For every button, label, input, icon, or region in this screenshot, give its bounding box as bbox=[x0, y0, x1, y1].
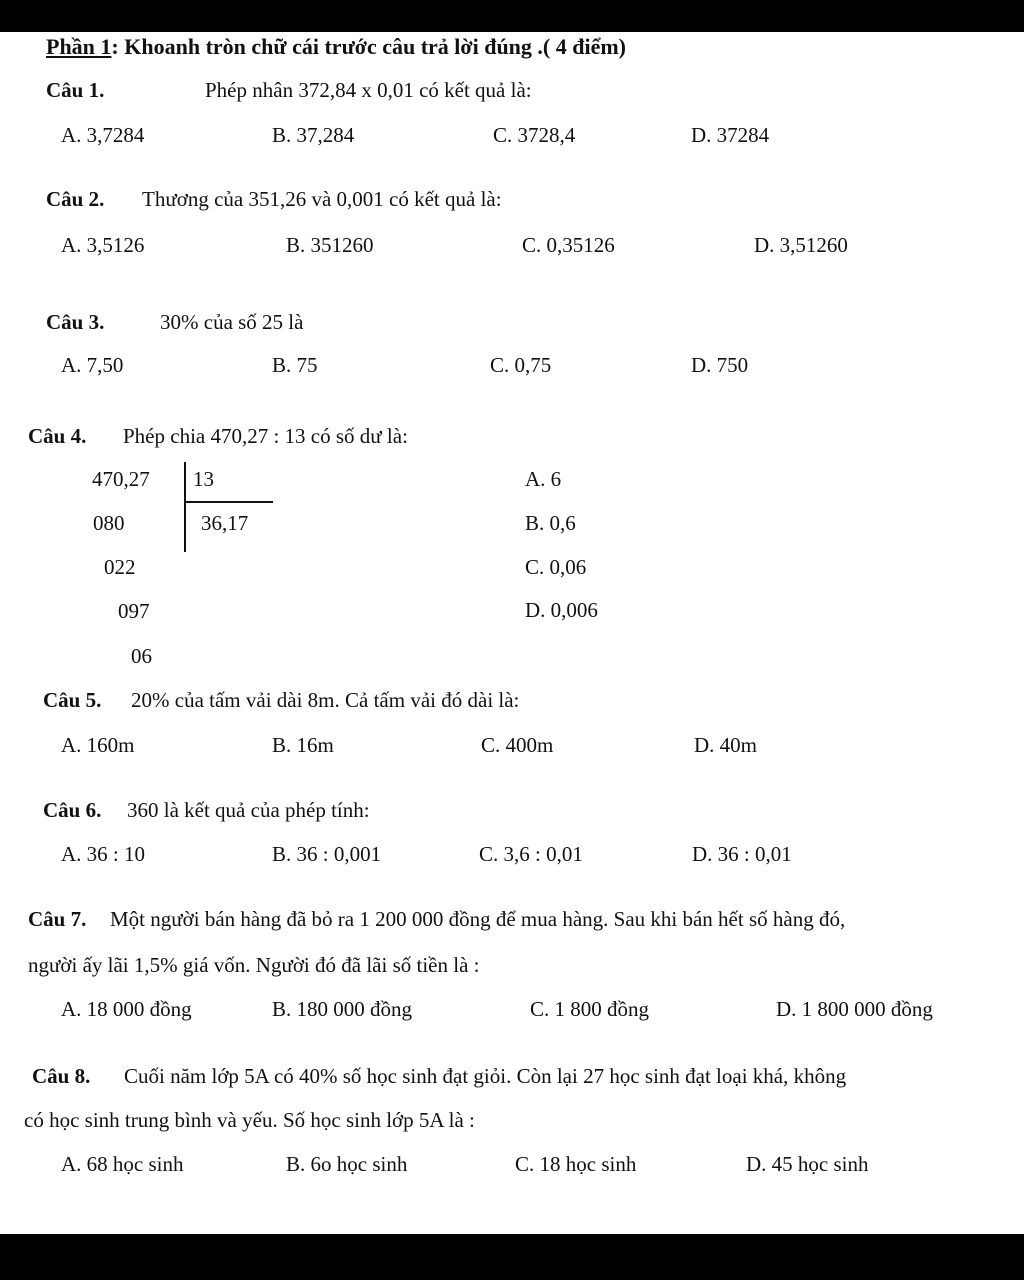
q5-option-d: D. 40m bbox=[694, 733, 757, 757]
q5-option-c: C. 400m bbox=[481, 733, 554, 757]
q6-label: Câu 6. bbox=[43, 798, 102, 822]
q7-label: Câu 7. bbox=[28, 907, 87, 931]
q8-option-d: D. 45 học sinh bbox=[746, 1152, 869, 1176]
bottom-black-border bbox=[0, 1234, 1024, 1280]
q6-text: 360 là kết quả của phép tính: bbox=[127, 798, 370, 822]
q5-text: 20% của tấm vải dài 8m. Cả tấm vải đó dài là: bbox=[131, 688, 520, 712]
q7-option-d: D. 1 800 000 đồng bbox=[776, 997, 933, 1021]
q4-option-d: D. 0,006 bbox=[525, 598, 598, 622]
q6-option-b: B. 36 : 0,001 bbox=[272, 842, 382, 866]
q8-option-a: A. 68 học sinh bbox=[61, 1152, 184, 1176]
part-label: Phần 1 bbox=[46, 34, 112, 59]
q3-option-c: C. 0,75 bbox=[490, 353, 552, 377]
division-quotient: 36,17 bbox=[201, 511, 249, 535]
division-step: 080 bbox=[93, 511, 125, 535]
q2-option-c: C. 0,35126 bbox=[522, 233, 615, 257]
q8-text-line1: Cuối năm lớp 5A có 40% số học sinh đạt giỏi. Còn lại 27 học sinh đạt loại khá, không bbox=[124, 1064, 847, 1088]
q4-option-b: B. 0,6 bbox=[525, 511, 576, 535]
q1-option-d: D. 37284 bbox=[691, 123, 770, 147]
q7-option-b: B. 180 000 đồng bbox=[272, 997, 413, 1021]
q8-option-b: B. 6o học sinh bbox=[286, 1152, 408, 1176]
division-dividend: 470,27 bbox=[92, 467, 150, 491]
q3-option-a: A. 7,50 bbox=[61, 353, 124, 377]
q6-option-d: D. 36 : 0,01 bbox=[692, 842, 792, 866]
q2-text: Thương của 351,26 và 0,001 có kết quả là: bbox=[142, 187, 502, 211]
q7-option-c: C. 1 800 đồng bbox=[530, 997, 650, 1021]
q6-option-c: C. 3,6 : 0,01 bbox=[479, 842, 583, 866]
q4-label: Câu 4. bbox=[28, 424, 87, 448]
division-vertical-line bbox=[184, 462, 186, 552]
q2-option-d: D. 3,51260 bbox=[754, 233, 848, 257]
q8-label: Câu 8. bbox=[32, 1064, 91, 1088]
q3-option-d: D. 750 bbox=[691, 353, 749, 377]
q8-text-line2: có học sinh trung bình và yếu. Số học sinh lớp 5A là : bbox=[24, 1108, 475, 1132]
q1-option-b: B. 37,284 bbox=[272, 123, 355, 147]
q7-option-a: A. 18 000 đồng bbox=[61, 997, 192, 1021]
division-divisor: 13 bbox=[193, 467, 214, 491]
q3-option-b: B. 75 bbox=[272, 353, 318, 377]
division-remainder: 06 bbox=[131, 644, 152, 668]
part-instruction: : Khoanh tròn chữ cái trước câu trả lời đúng .( 4 điểm) bbox=[111, 34, 627, 59]
part-heading bbox=[46, 34, 626, 60]
q5-option-b: B. 16m bbox=[272, 733, 334, 757]
q1-text: Phép nhân 372,84 x 0,01 có kết quả là: bbox=[205, 78, 532, 102]
division-step: 022 bbox=[104, 555, 136, 579]
q7-text-line1: Một người bán hàng đã bỏ ra 1 200 000 đồng để mua hàng. Sau khi bán hết số hàng đó, bbox=[110, 907, 846, 931]
q7-text-line2: người ấy lãi 1,5% giá vốn. Người đó đã lãi số tiền là : bbox=[28, 953, 480, 977]
q3-text: 30% của số 25 là bbox=[160, 310, 304, 334]
q5-option-a: A. 160m bbox=[61, 733, 135, 757]
q6-option-a: A. 36 : 10 bbox=[61, 842, 145, 866]
q5-label: Câu 5. bbox=[43, 688, 102, 712]
division-step: 097 bbox=[118, 599, 150, 623]
q3-label: Câu 3. bbox=[46, 310, 105, 334]
q4-option-c: C. 0,06 bbox=[525, 555, 587, 579]
q1-option-c: C. 3728,4 bbox=[493, 123, 576, 147]
q2-option-a: A. 3,5126 bbox=[61, 233, 145, 257]
q1-label: Câu 1. bbox=[46, 78, 105, 102]
q2-option-b: B. 351260 bbox=[286, 233, 374, 257]
q8-option-c: C. 18 học sinh bbox=[515, 1152, 637, 1176]
division-horizontal-line bbox=[185, 501, 273, 503]
q1-option-a: A. 3,7284 bbox=[61, 123, 145, 147]
q4-text: Phép chia 470,27 : 13 có số dư là: bbox=[123, 424, 408, 448]
top-black-border bbox=[0, 0, 1024, 32]
q2-label: Câu 2. bbox=[46, 187, 105, 211]
q4-option-a: A. 6 bbox=[525, 467, 562, 491]
